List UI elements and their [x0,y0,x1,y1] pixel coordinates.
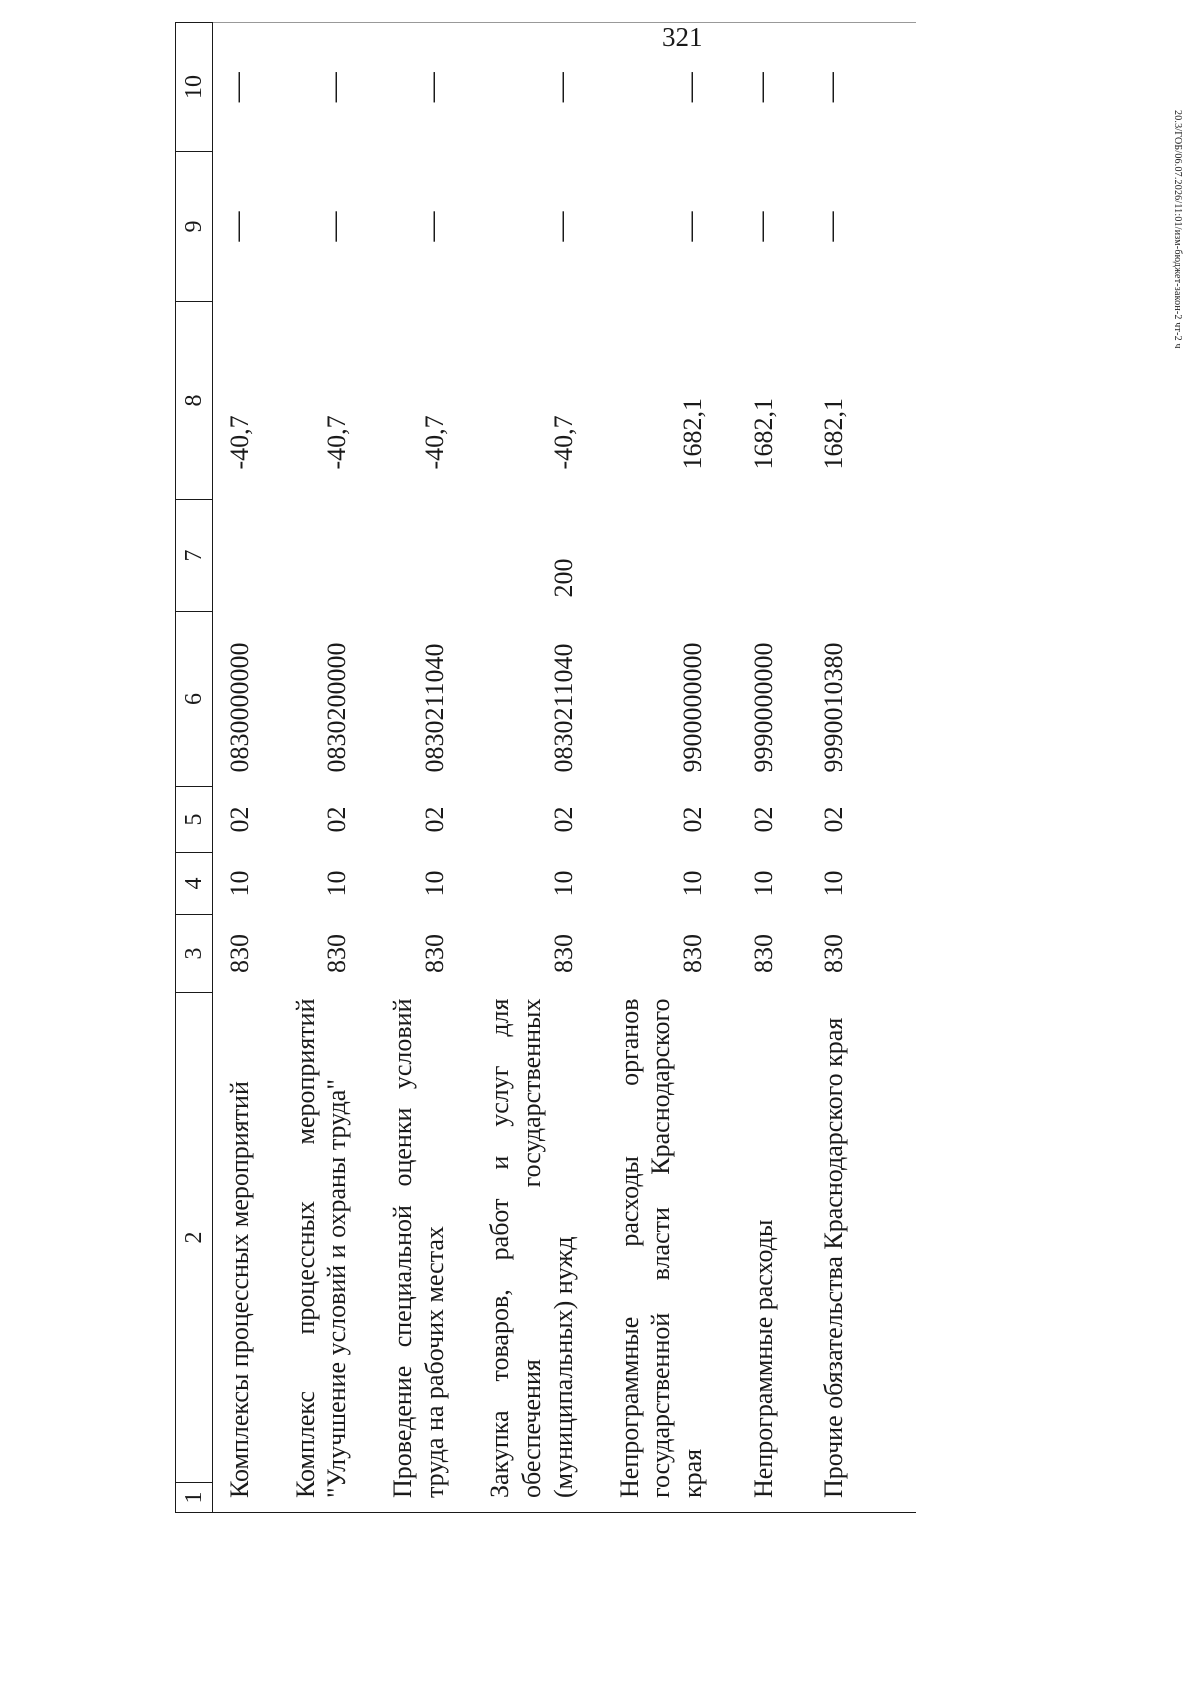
page-number: 321 [662,22,703,52]
cell-col10: — [807,23,856,152]
header-cell: 10 [176,23,213,152]
cell-subsection: 02 [224,806,254,833]
cell-expense-type: 200 [548,558,578,598]
cell-target-article: 0830000000 [224,642,254,773]
header-cell: 6 [176,612,213,787]
table-row [478,23,585,1513]
cell-section: 10 [224,870,254,897]
cell-expense-type [737,500,786,612]
cell-target-article: 9990000000 [748,642,778,773]
cell-ministry: 830 [748,934,778,973]
cell-section: 10 [678,870,708,897]
cell-target-article: 9900000000 [678,642,708,773]
rotated-budget-table [175,72,1055,1513]
header-cell: 7 [176,500,213,612]
document-footer: 20.3/ГОБ/06.07.2026/11:01/изм-бюджет-закон-2 чт-2 ч [1172,110,1183,349]
cell-section: 10 [819,870,849,897]
cell-col9: — [317,211,351,242]
cell-col10: — [284,23,359,152]
cell-section: 10 [748,870,778,897]
cell-subsection: 02 [322,806,352,833]
header-cell: 5 [176,787,213,853]
cell-section: 10 [548,870,578,897]
cell-expense-type [284,500,359,612]
cell-amount: -40,7 [224,415,254,470]
row-description: Закупка товаров, работ и услуг для обеспечения государственных (муниципальных) нужд [478,993,585,1513]
cell-target-article: 0830211040 [419,643,449,773]
cell-section: 10 [419,870,449,897]
cell-col9: — [414,211,448,242]
cell-col10: — [213,23,262,152]
cell-col9: — [220,211,253,242]
table-row [807,23,856,1513]
cell-col9: — [743,211,777,242]
cell-col9: — [814,211,848,242]
table-row [737,23,786,1513]
table-row [608,23,715,1513]
cell-amount: 1682,1 [678,398,708,470]
cell-subsection: 02 [819,806,849,833]
table-row [381,23,456,1513]
cell-expense-type [213,500,262,612]
cell-target-article: 9990010380 [819,642,849,773]
cell-col10: — [608,23,715,152]
header-cell: 3 [176,915,213,993]
cell-subsection: 02 [548,806,578,833]
header-cell: 9 [176,152,213,302]
cell-expense-type [608,500,715,612]
row-description: Комплексы процессных мероприятий [213,993,262,1513]
header-cell: 4 [176,853,213,915]
row-description: Проведение специальной оценки условий труда на рабочих местах [381,993,456,1513]
cell-amount: 1682,1 [819,398,849,470]
row-description: Комплекс процессных мероприятий "Улучшение условий и охраны труда" [284,993,359,1513]
cell-col9: — [673,211,707,242]
cell-ministry: 830 [548,934,578,973]
cell-section: 10 [322,870,352,897]
cell-expense-type [807,500,856,612]
table-row [284,23,359,1513]
cell-ministry: 830 [819,934,849,973]
table-body [213,23,916,1513]
cell-subsection: 02 [419,806,449,833]
cell-col10: — [737,23,786,152]
cell-target-article: 0830211040 [548,643,578,773]
cell-ministry: 830 [322,934,352,973]
cell-ministry: 830 [678,934,708,973]
row-description: Прочие обязательства Краснодарского края [807,993,856,1513]
header-cell: 1 [176,1483,213,1513]
table-row [213,23,262,1513]
cell-subsection: 02 [678,806,708,833]
table-header [176,23,213,1513]
cell-target-article: 0830200000 [322,642,352,773]
cell-amount: -40,7 [419,415,449,470]
cell-ministry: 830 [224,934,254,973]
cell-col10: — [381,23,456,152]
cell-subsection: 02 [748,806,778,833]
cell-ministry: 830 [419,934,449,973]
cell-col9: — [544,211,578,242]
cell-amount: -40,7 [322,415,352,470]
budget-table [175,22,916,1513]
header-cell: 8 [176,302,213,500]
cell-col10: — [478,23,585,152]
row-description: Непрограммные расходы органов государственной власти Краснодарского края [608,993,715,1513]
row-description: Непрограммные расходы [737,993,786,1513]
cell-amount: 1682,1 [748,398,778,470]
cell-expense-type [381,500,456,612]
header-cell: 2 [176,993,213,1483]
cell-amount: -40,7 [548,415,578,470]
